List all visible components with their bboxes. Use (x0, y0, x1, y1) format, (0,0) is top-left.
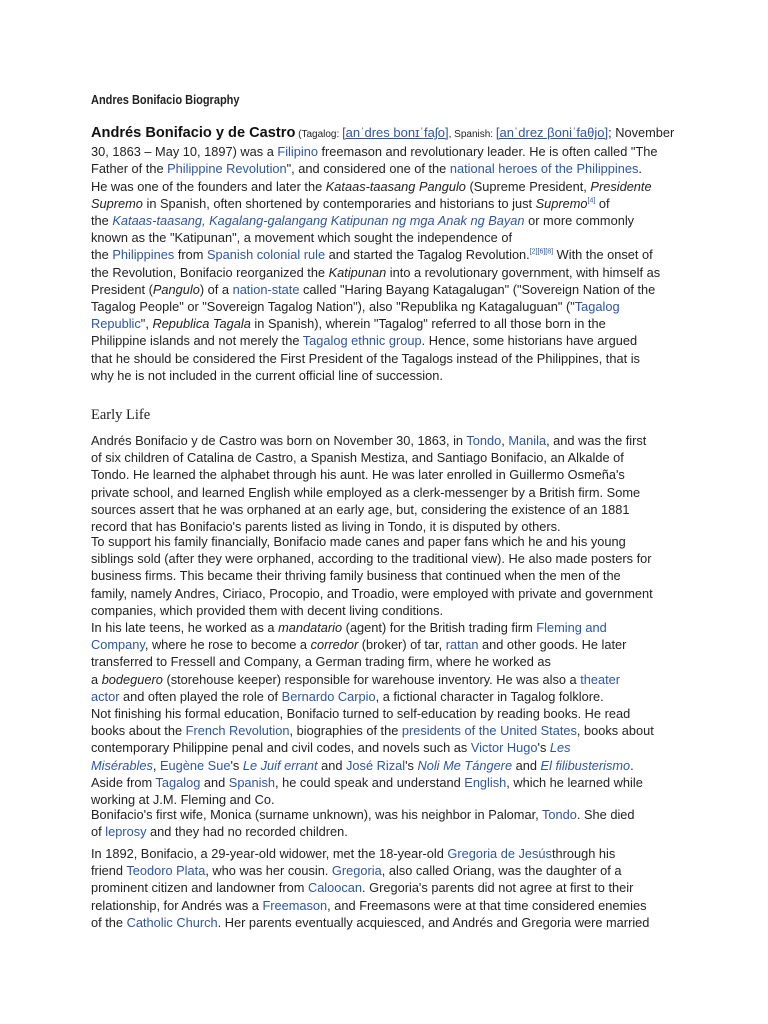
text-line: In 1892, Bonifacio, a 29-year-old widower, met the 18-year-old Gregoria de Jesústhrough his (91, 846, 616, 861)
text-line: that he should be considered the First President of the Tagalogs instead of the Philippines, that is (91, 350, 640, 366)
link-caloocan[interactable]: Caloocan (307, 880, 363, 896)
link-manila[interactable]: Manila (508, 433, 547, 448)
footnote-ref[interactable]: [4] (587, 197, 596, 205)
footnote-ref[interactable]: [2][6][8] (529, 249, 554, 257)
text-line: of six children of Catalina de Castro, a Spanish Mestiza, and Santiago Bonifacio, an Alkalde of (91, 450, 624, 466)
link-el-filibusterismo[interactable]: El filibusterismo (540, 757, 631, 773)
link-fleming-and-company[interactable]: Fleming and (536, 620, 607, 635)
text-line: Philippine islands and not merely the Tagalog ethnic group. Hence, some historians have argued (91, 333, 638, 349)
text-line: companies, which provided them with decent living conditions. (91, 602, 444, 618)
link-rattan[interactable]: rattan (445, 637, 479, 653)
link-filipino[interactable]: Filipino (277, 144, 318, 160)
text-line: friend Teodoro Plata, who was her cousin. Gregoria, also called Oriang, was the daughter of a (91, 863, 622, 879)
paragraph-family-business (91, 533, 679, 619)
link-national-heroes[interactable]: national heroes of the Philippines (449, 161, 639, 177)
text-line: Tondo. He learned the alphabet through his aunt. He was later enrolled in Guillermo Osmeña's (91, 467, 625, 483)
text-line: private school, and learned English while employed as a clerk-messenger by a British firm. Some (91, 484, 641, 500)
text-line: contemporary Philippine penal and civil codes, and novels such as Victor Hugo's Les (91, 740, 571, 756)
link-les-miserables[interactable]: Misérables (91, 757, 153, 773)
link-noli-me-tangere[interactable]: Noli Me Tángere (417, 757, 513, 773)
tagalog-ipa-link[interactable]: [anˈdres bonɪˈfaʃo] (342, 125, 449, 140)
text-line: Not finishing his formal education, Bonifacio turned to self-education by reading books. He read (91, 706, 631, 721)
text-line: In his late teens, he worked as a mandatario (agent) for the British trading firm Fleming and (91, 620, 607, 635)
text-line: prominent citizen and landowner from Caloocan. Gregoria's parents did not agree at first to their (91, 880, 634, 896)
link-english[interactable]: English (464, 774, 507, 790)
link-philippines[interactable]: Philippines (112, 247, 175, 263)
text-line: Bonifacio's first wife, Monica (surname unknown), was his neighbor in Palomar, Tondo. She died (91, 807, 635, 822)
link-catholic-church[interactable]: Catholic Church (126, 914, 218, 930)
text-line: known as the "Katipunan", a movement which sought the independence of (91, 230, 512, 246)
link-theater-actor[interactable]: actor (91, 688, 120, 704)
text-line: of leprosy and they had no recorded children. (91, 824, 348, 840)
text-line: the Revolution, Bonifacio reorganized the Katipunan into a revolutionary government, with himself as (91, 264, 661, 280)
text-line: Misérables, Eugène Sue's Le Juif errant and José Rizal's Noli Me Tángere and El filibusterismo. (91, 757, 634, 773)
text-line: Tagalog People" or "Sovereign Tagalog Nation"), also "Republika ng Katagaluguan" ("Tagalog (91, 299, 620, 315)
link-philippine-revolution[interactable]: Philippine Revolution (167, 161, 287, 177)
text-line: the Philippines from Spanish colonial rule and started the Tagalog Revolution.[2][6][8] With the onset of (91, 247, 653, 263)
section-heading-early-life: Early Life (91, 407, 151, 423)
text-line: Andrés Bonifacio y de Castro (Tagalog: [anˈdres bonɪˈfaʃo], Spanish: [anˈdrez βoniˈfaθjo]; November (91, 125, 675, 141)
link-leprosy[interactable]: leprosy (105, 824, 147, 840)
link-katipunan-full-name[interactable]: Kataas-taasang, Kagalang-galangang Katipunan ng mga Anak ng Bayan (112, 213, 525, 229)
document-title: Andres Bonifacio Biography (91, 93, 240, 107)
paragraph-employment (91, 619, 679, 705)
text-line: He was one of the founders and later the Kataas-taasang Pangulo (Supreme President, Presidente (91, 178, 652, 194)
link-french-revolution[interactable]: French Revolution (185, 723, 290, 739)
link-gregoria[interactable]: Gregoria (331, 863, 382, 879)
link-tagalog[interactable]: Tagalog (155, 774, 201, 790)
link-tagalog-ethnic-group[interactable]: Tagalog ethnic group (302, 333, 422, 349)
text-line: Company, where he rose to become a corredor (broker) of tar, rattan and other goods. He later (91, 637, 627, 653)
text-line: record that has Bonifacio's parents listed as living in Tondo, it is disputed by others. (91, 519, 561, 535)
text-line: relationship, for Andrés was a Freemason, and Freemasons were at that time considered enemies (91, 897, 647, 913)
text-line: Republic", Republica Tagala in Spanish), wherein "Tagalog" referred to all those born in the (91, 316, 606, 332)
link-theater-actor[interactable]: theater (580, 671, 621, 687)
link-freemason[interactable]: Freemason (262, 897, 328, 913)
link-tagalog-republic[interactable]: Republic (91, 316, 141, 332)
text-line: 30, 1863 – May 10, 1897) was a Filipino freemason and revolutionary leader. He is often called "The (91, 144, 658, 160)
text-line: transferred to Fressell and Company, a German trading firm, where he worked as (91, 654, 551, 670)
link-les-miserables[interactable]: Les (549, 740, 571, 756)
text-line: why he is not included in the current official line of succession. (91, 367, 443, 383)
link-presidents-us[interactable]: presidents of the United States (401, 723, 577, 739)
paragraph-gregoria (91, 845, 679, 931)
paragraph-self-education (91, 705, 679, 808)
intro-paragraph (91, 124, 679, 384)
text-line: a bodeguero (storehouse keeper) responsible for warehouse inventory. He was also a theater (91, 671, 621, 687)
link-le-juif-errant[interactable]: Le Juif errant (242, 757, 318, 773)
link-tondo[interactable]: Tondo (542, 807, 577, 822)
text-line: To support his family financially, Bonifacio made canes and paper fans which he and his young (91, 534, 626, 549)
link-tagalog-republic[interactable]: Tagalog (574, 299, 620, 315)
link-spanish[interactable]: Spanish (228, 774, 276, 790)
subject-name: Andrés Bonifacio y de Castro (91, 125, 296, 141)
paragraph-birth (91, 432, 679, 535)
link-eugene-sue[interactable]: Eugène Sue (160, 757, 231, 773)
link-bernardo-carpio[interactable]: Bernardo Carpio (281, 688, 376, 704)
text-line: President (Pangulo) of a nation-state called "Haring Bayang Katagalugan" ("Sovereign Nation of the (91, 281, 656, 297)
text-line: working at J.M. Fleming and Co. (91, 792, 275, 808)
link-teodoro-plata[interactable]: Teodoro Plata (126, 863, 206, 879)
text-line: Supremo in Spanish, often shortened by contemporaries and historians to just Supremo[4] of (91, 195, 610, 211)
text-line: Father of the Philippine Revolution", and considered one of the national heroes of the Philippines. (91, 161, 642, 177)
link-victor-hugo[interactable]: Victor Hugo (470, 740, 538, 756)
link-gregoria-de-jesus[interactable]: Gregoria de Jesús (447, 846, 552, 861)
link-jose-rizal[interactable]: José Rizal (346, 757, 406, 773)
text-line: siblings sold (after they were orphaned, according to the traditional view). He also made posters for (91, 551, 652, 567)
text-line: Aside from Tagalog and Spanish, he could speak and understand English, which he learned while (91, 774, 643, 790)
text-line: books about the French Revolution, biographies of the presidents of the United States, books about (91, 723, 654, 739)
text-line: the Kataas-taasang, Kagalang-galangang Katipunan ng mga Anak ng Bayan or more commonly (91, 213, 635, 229)
text-line: of the Catholic Church. Her parents eventually acquiesced, and Andrés and Gregoria were married (91, 914, 650, 930)
text-line: Andrés Bonifacio y de Castro was born on November 30, 1863, in Tondo, Manila, and was the first (91, 433, 647, 448)
link-spanish-colonial-rule[interactable]: Spanish colonial rule (206, 247, 326, 263)
link-tondo[interactable]: Tondo (466, 433, 502, 448)
text-line: sources assert that he was orphaned at an early age, but, considering the existence of an 1881 (91, 501, 630, 517)
link-fleming-and-company[interactable]: Company (91, 637, 145, 653)
paragraph-first-wife (91, 806, 679, 840)
link-nation-state[interactable]: nation-state (232, 281, 300, 297)
text-line: family, namely Andres, Ciriaco, Procopio, and Troadio, were employed with private and government (91, 585, 653, 601)
spanish-ipa-link[interactable]: [anˈdrez βoniˈfaθjo] (495, 125, 609, 140)
text-line: actor and often played the role of Bernardo Carpio, a fictional character in Tagalog folklore. (91, 688, 604, 704)
text-line: business firms. This became their thriving family business that continued when the men of the (91, 568, 621, 584)
